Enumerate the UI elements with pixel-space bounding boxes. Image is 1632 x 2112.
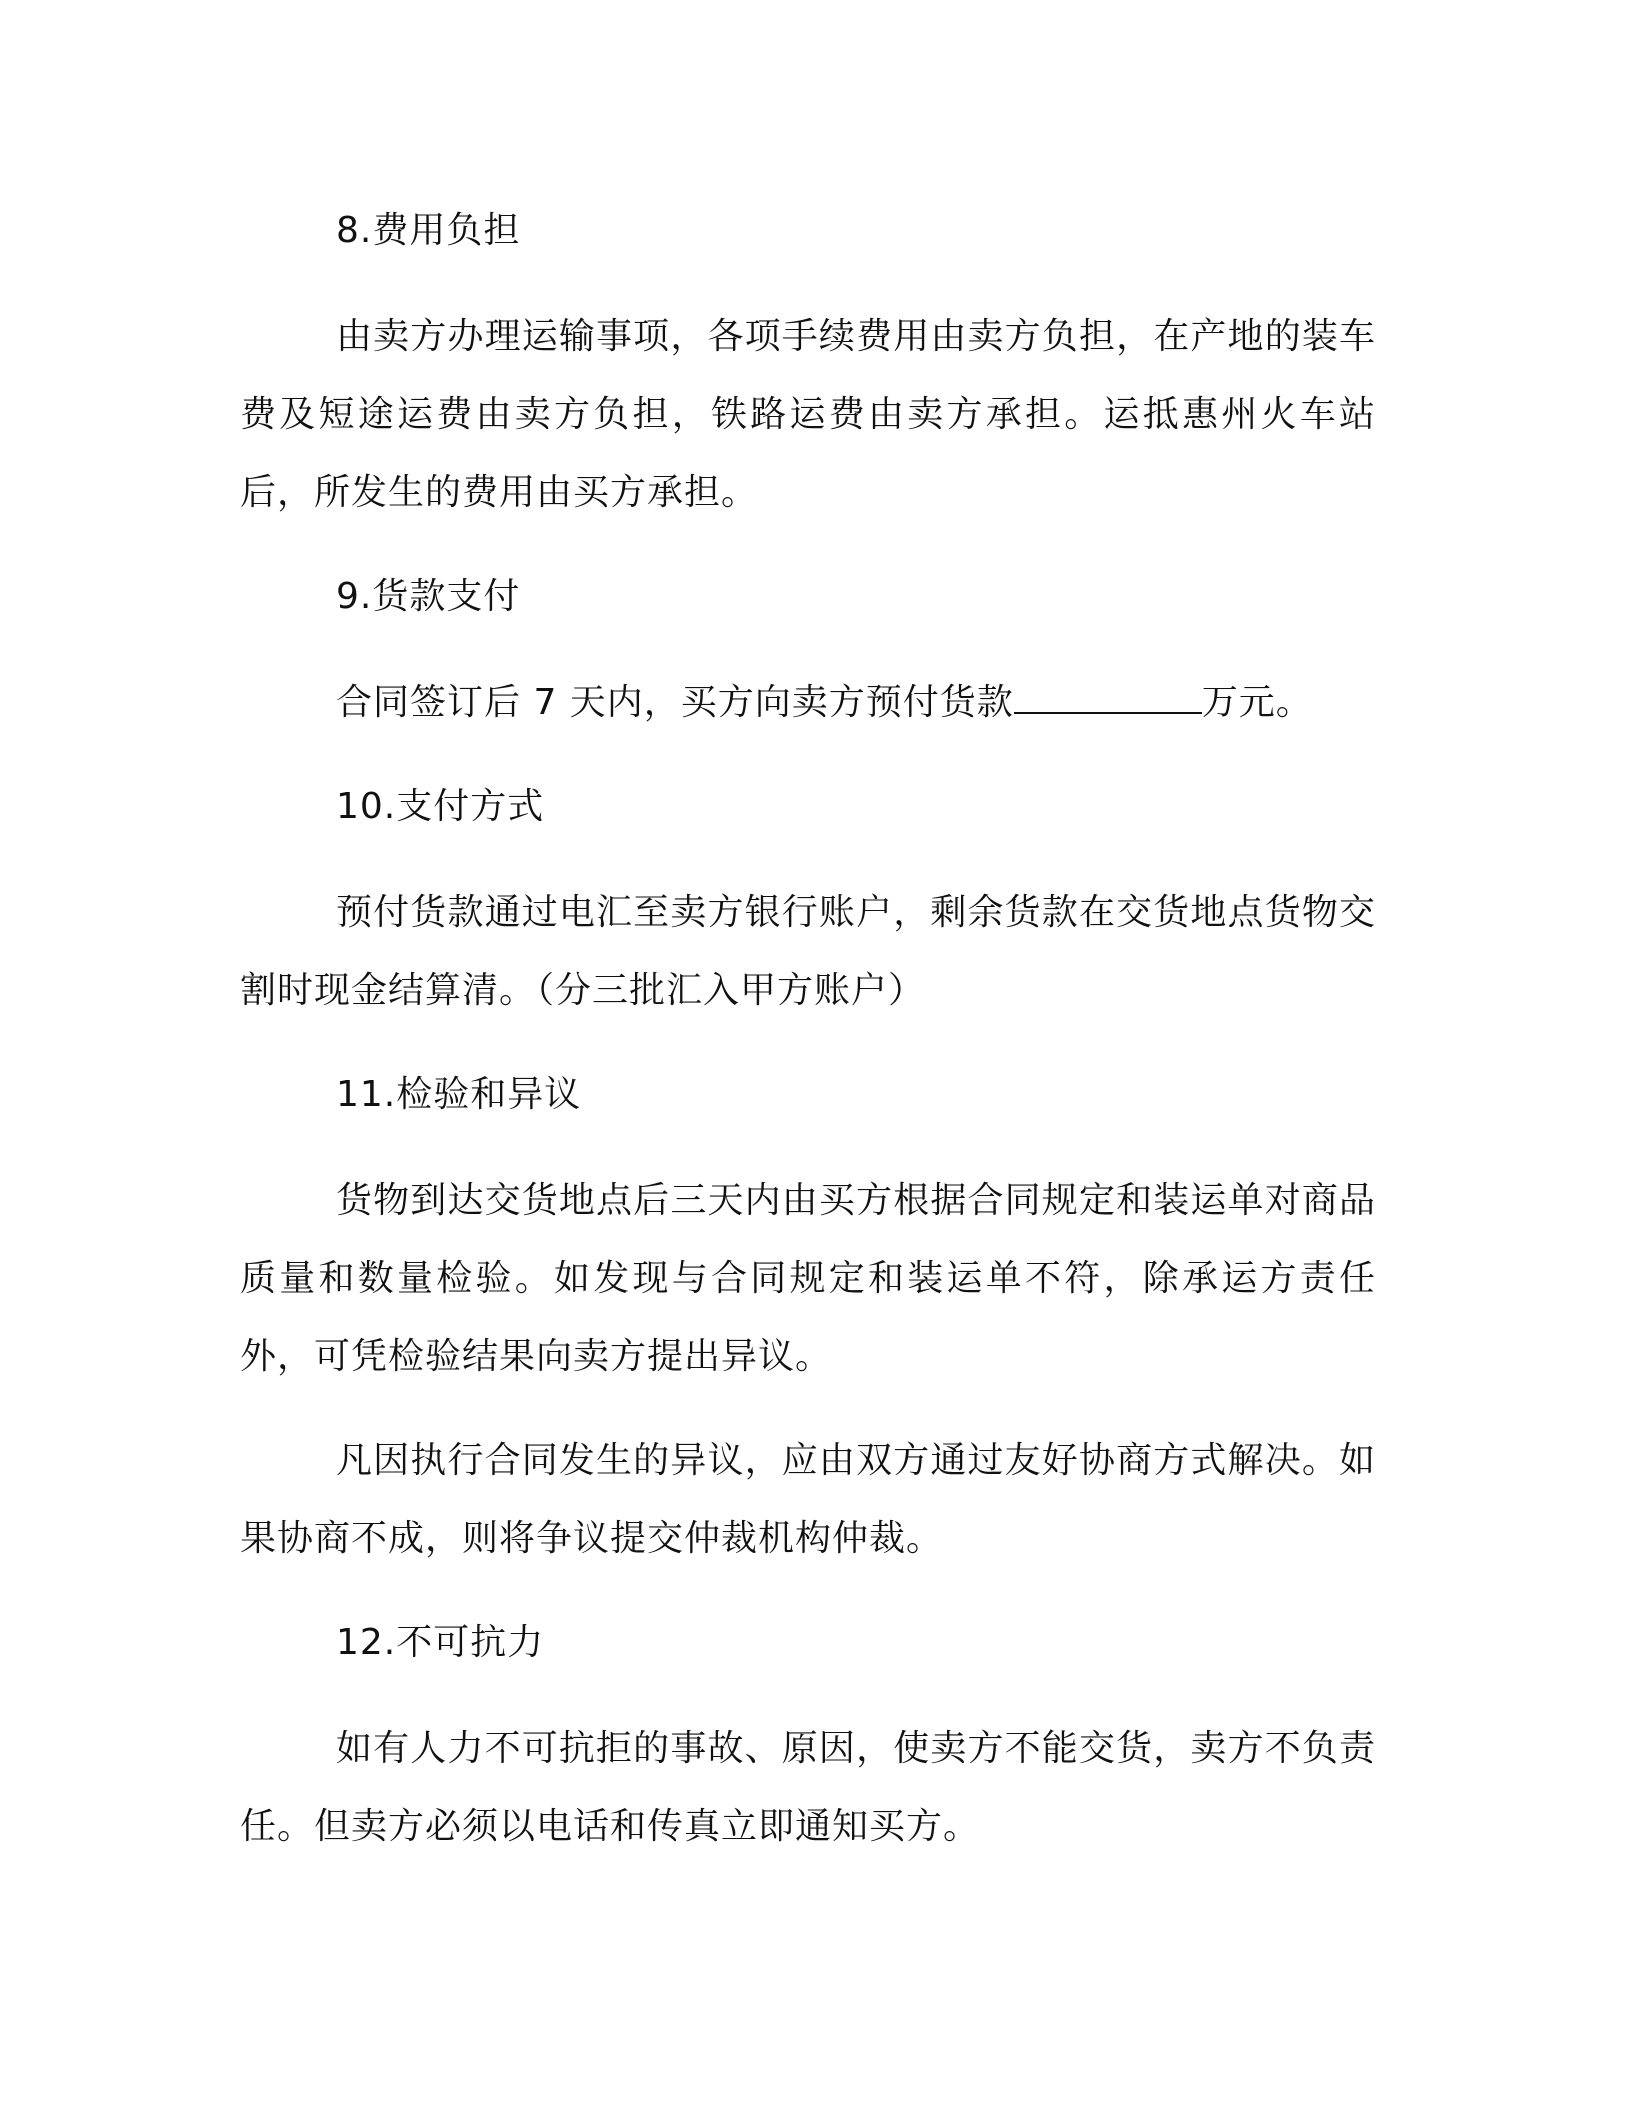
- section-8-body: 由卖方办理运输事项，各项手续费用由卖方负担，在产地的装车费及短途运费由卖方负担，铁路运费由卖方承担。运抵惠州火车站后，所发生的费用由买方承担。: [240, 316, 1376, 513]
- section-11-body-2: 凡因执行合同发生的异议，应由双方通过友好协商方式解决。如果协商不成，则将争议提交仲裁机构仲裁。: [240, 1440, 1376, 1559]
- section-11-body-1: 货物到达交货地点后三天内由买方根据合同规定和装运单对商品质量和数量检验。如发现与合同规定和装运单不符，除承运方责任外，可凭检验结果向卖方提出异议。: [240, 1180, 1376, 1377]
- section-12-body: 如有人力不可抗拒的事故、原因，使卖方不能交货，卖方不负责任。但卖方必须以电话和传真立即通知买方。: [240, 1728, 1376, 1847]
- section-9-body-unit: 万元。: [1201, 682, 1313, 723]
- section-9-body-text: 合同签订后 7 天内，买方向卖方预付货款: [336, 682, 1014, 723]
- document-page: [240, 192, 1376, 1866]
- section-9-heading: 9.货款支付: [336, 576, 521, 617]
- section-11-heading: 11.检验和异议: [336, 1074, 582, 1115]
- amount-blank-line: [1014, 680, 1202, 714]
- section-12-heading: 12.不可抗力: [336, 1622, 545, 1663]
- section-9-body: [240, 664, 1376, 742]
- section-10-heading: 10.支付方式: [336, 786, 545, 827]
- section-8-heading: 8.费用负担: [336, 210, 521, 251]
- section-10-body: 预付货款通过电汇至卖方银行账户，剩余货款在交货地点货物交割时现金结算清。（分三批汇入甲方账户）: [240, 892, 1376, 1011]
